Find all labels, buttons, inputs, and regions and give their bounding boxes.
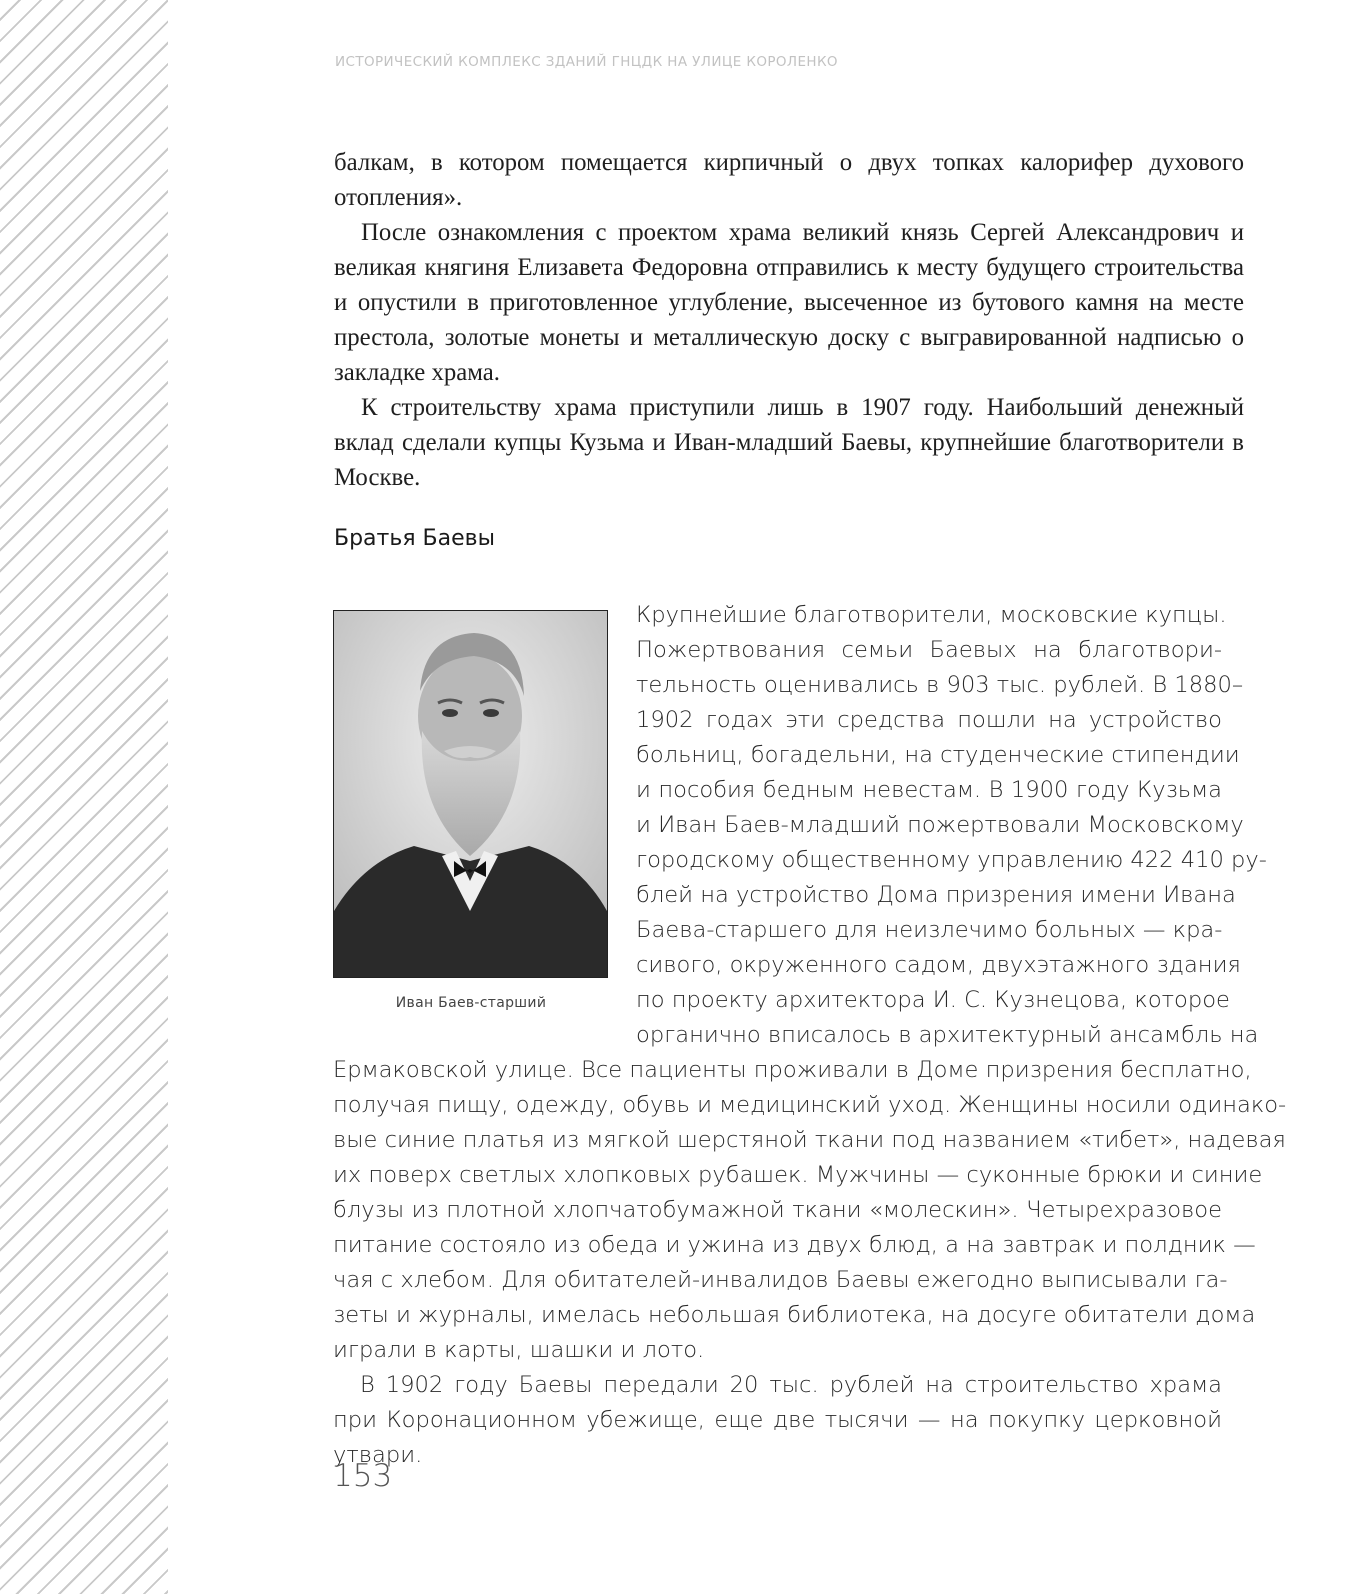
last-paragraph: В 1902 году Баевы передали 20 тыс. рублей на строительство храма при Коронационном убежище, еще две тысячи — на покупку церковной утвари. — [333, 1372, 1222, 1468]
photo-caption: Иван Баев-старший — [395, 995, 547, 1011]
side-line: 1902 годах эти средства пошли на устройство — [636, 707, 1222, 733]
side-line: больниц, богадельни, на студенческие стипендии — [636, 742, 1240, 768]
side-line: городскому общественному управлению 422 410 ру- — [636, 847, 1267, 873]
side-line: тельность оценивались в 903 тыс. рублей. В 1880– — [636, 672, 1244, 698]
full-width-text — [333, 1053, 1287, 1473]
side-line: органично вписалось в архитектурный ансамбль на — [636, 1022, 1259, 1048]
portrait-photo — [333, 610, 608, 978]
body-line: блузы из плотной хлопчатобумажной ткани «молескин». Четырехразовое — [333, 1197, 1222, 1223]
intro-paragraph-2: После ознакомления с проектом храма великий князь Сергей Александрович и великая княгиня Елизавета Федоровна отправились к месту будущего строительства и опустили в приготовленное углубление, высеченное из бутового камня на месте престола, золотые монеты и металлическую доску с выгравированной надписью о закладке храма. — [334, 219, 1244, 386]
body-line: получая пищу, одежду, обувь и медицинский уход. Женщины носили одинако- — [333, 1092, 1287, 1118]
side-line: блей на устройство Дома призрения имени Ивана — [636, 882, 1236, 908]
body-line: чая с хлебом. Для обитателей-инвалидов Баевы ежегодно выписывали га- — [333, 1267, 1228, 1293]
decorative-hatch-margin — [0, 0, 168, 1594]
intro-text — [334, 145, 1244, 495]
page-number: 153 — [333, 1458, 393, 1494]
side-line: по проекту архитектора И. С. Кузнецова, которое — [636, 987, 1230, 1013]
side-line: и Иван Баев-младший пожертвовали Московскому — [636, 812, 1244, 838]
intro-paragraph-1: балкам, в котором помещается кирпичный о двух топках калорифер духового отопления». — [334, 149, 1244, 211]
side-text — [636, 598, 1267, 1053]
intro-paragraph-3: К строительству храма приступили лишь в 1907 году. Наибольший денежный вклад сделали купцы Кузьма и Иван-младший Баевы, крупнейшие благотворители в Москве. — [334, 394, 1244, 491]
body-line: Ермаковской улице. Все пациенты проживали в Доме призрения бесплатно, — [333, 1057, 1252, 1083]
section-heading: Братья Баевы — [334, 526, 495, 551]
side-line: сивого, окруженного садом, двухэтажного здания — [636, 952, 1241, 978]
body-line: играли в карты, шашки и лото. — [333, 1337, 705, 1363]
body-line: зеты и журналы, имелась небольшая библиотека, на досуге обитатели дома — [333, 1302, 1256, 1328]
running-header: ИСТОРИЧЕСКИЙ КОМПЛЕКС ЗДАНИЙ ГНЦДК НА УЛИЦЕ КОРОЛЕНКО — [335, 54, 838, 70]
body-line: их поверх светлых хлопковых рубашек. Мужчины — суконные брюки и синие — [333, 1162, 1263, 1188]
side-line: Крупнейшие благотворители, московские купцы. — [636, 602, 1227, 628]
side-line: Баева-старшего для неизлечимо больных — кра- — [636, 917, 1223, 943]
side-line: Пожертвования семьи Баевых на благотвори- — [636, 637, 1222, 663]
body-line: питание состояло из обеда и ужина из двух блюд, а на завтрак и полдник — — [333, 1232, 1256, 1258]
side-line: и пособия бедным невестам. В 1900 году Кузьма — [636, 777, 1222, 803]
body-line: вые синие платья из мягкой шерстяной ткани под названием «тибет», надевая — [333, 1127, 1286, 1153]
